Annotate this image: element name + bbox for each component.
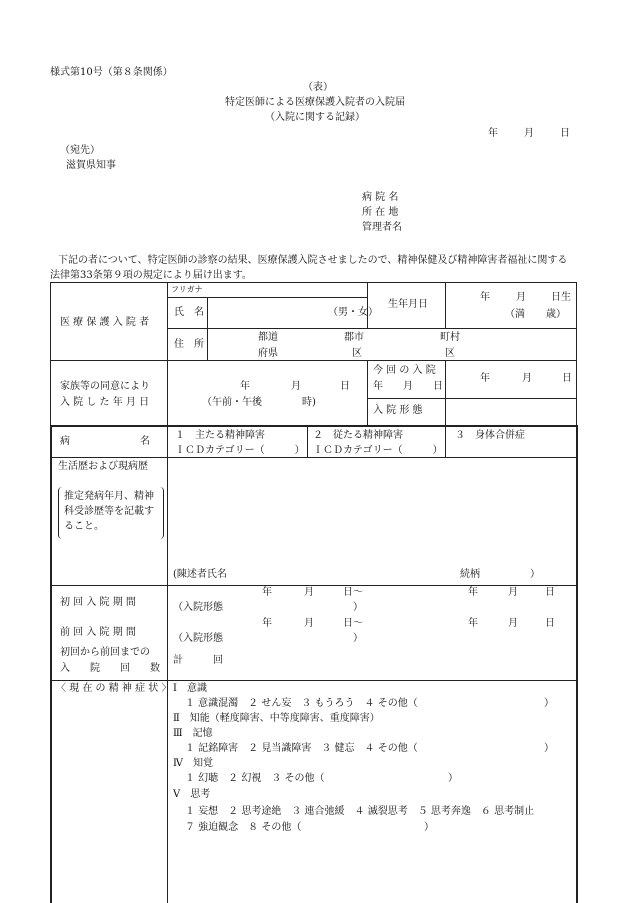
furigana-label: フリガナ [171,285,203,294]
admission-form-label: 入 院 形 態 [373,405,423,416]
date-month: 月 [524,128,534,139]
disease-body: ３ 身体合併症 [455,430,525,441]
first-to-year: 年 [468,587,478,598]
admission-day: 日 [340,381,350,392]
prev-to-month: 月 [508,618,518,629]
narrator-label: (陳述者氏名 [173,569,227,580]
current-label-1: 今 回 の 入 院 [373,365,436,376]
current-month: 月 [522,373,532,384]
date-day: 日 [560,128,570,139]
current-label-2: 年 月 日 [373,381,443,392]
symptom-iv-close: ） [448,773,458,784]
disease-label: 病 名 [60,436,150,447]
form-subtitle: （入院に関する記録） [265,112,365,123]
current-year: 年 [480,373,490,384]
hospital-name-label: 病 院 名 [362,192,399,203]
patient-section-label: 医 療 保 護 入 院 者 [60,317,150,328]
count-total: 計 回 [173,655,223,666]
first-from-day: 日～ [343,587,363,598]
prev-to-year: 年 [468,618,478,629]
intro-line-2: 法律第33条第９項の規定により届け出ます。 [50,270,252,281]
first-admission-label: 初 回 入 院 期 間 [60,597,136,608]
birth-label: 生年月日 [388,299,428,310]
count-label-2: 入 院 回 数 [60,663,160,674]
admission-month: 月 [291,381,301,392]
admission-label-2: 入 院 し た 年 月 日 [60,397,150,408]
first-to-month: 月 [508,587,518,598]
first-form: （入院形態 ） [173,602,363,613]
sex-label: （男・女） [328,307,378,318]
symptom-iii-items: １ 記銘障害 ２ 見当識障害 ３ 健忘 ４ その他（ [185,743,418,754]
prev-form: （入院形態 ） [173,633,363,644]
admission-label-1: 家族等の同意により [60,381,150,392]
front-mark: （表） [303,82,333,93]
name-label: 氏 名 [174,307,204,318]
disease-main-icd: ＩＣＤカテゴリー（ ） [175,445,305,456]
disease-main: １ 主たる精神障害 [175,430,265,441]
disease-sub-icd: ＩＣＤカテゴリー（ ） [313,445,443,456]
intro-line-1: 下記の者について、特定医師の診察の結果、医療保護入院させましたので、精神保健及び精神障害者福祉に関する [58,255,568,266]
first-to-day: 日 [545,587,555,598]
birth-month: 月 [516,292,526,303]
addressee: 滋賀県知事 [66,160,116,171]
symptom-v-items-2: ７ 強迫観念 ８ その他（ [185,822,302,833]
symptom-iii-close: ） [544,743,554,754]
age-unit: 歳） [546,309,566,320]
prev-to-day: 日 [545,618,555,629]
prev-admission-label: 前 回 入 院 期 間 [60,627,136,638]
first-from-year: 年 [262,587,272,598]
form-title: 特定医師による医療保護入院者の入院届 [225,97,405,108]
symptom-v-items-1: １ 妄想 ２ 思考途絶 ３ 連合弛緩 ４ 滅裂思考 ５ 思考奔逸 ６ 思考制止 [185,806,535,817]
history-note-3: ること。 [64,521,104,532]
prev-from-month: 月 [304,618,314,629]
pref-upper: 都道 [258,332,278,343]
date-year: 年 [488,128,498,139]
symptom-i-title: Ⅰ 意識 [173,683,207,694]
symptom-i-items: １ 意識混濁 ２ せん妄 ３ もうろう ４ その他（ [185,698,418,709]
addressee-label: （宛先） [60,145,100,156]
history-note-1: 推定発病年月、精神 [64,491,154,502]
current-day: 日 [562,373,572,384]
symptom-v-close: ） [424,822,434,833]
city-lower: 区 [352,348,362,359]
prev-from-year: 年 [262,618,272,629]
disease-sub: ２ 従たる精神障害 [313,430,403,441]
prev-from-day: 日～ [343,618,363,629]
symptom-iv-items: １ 幻聴 ２ 幻視 ３ その他（ [185,773,325,784]
hospital-location-label: 所 在 地 [362,207,399,218]
town-upper: 町村 [440,332,460,343]
symptom-v-title: Ⅴ 思考 [173,789,211,800]
pref-lower: 府県 [258,348,278,359]
history-label: 生活歴および現病歴 [58,461,148,472]
first-from-month: 月 [304,587,314,598]
symptoms-label: 〈 現 在 の 精 神 症 状 〉 [56,683,172,694]
birth-year: 年 [480,292,490,303]
symptom-iii-title: Ⅲ 記憶 [173,728,213,739]
history-note-2: 科受診歴等を記載す [64,506,154,517]
hospital-admin-label: 管理者名 [362,222,402,233]
address-label: 住 所 [174,339,204,350]
symptom-i-close: ） [544,698,554,709]
age-label: （満 [505,309,525,320]
admission-time: （午前・午後 時) [202,397,316,408]
count-label-1: 初回から前回までの [60,647,150,658]
history-text-area[interactable] [168,458,576,568]
relation-label: 続柄 ） [460,569,540,580]
form-number: 様式第10号（第８条関係） [50,67,173,78]
symptom-ii-title: Ⅱ 知能（軽度障害、中等度障害、重度障害） [173,713,380,724]
birth-day: 日生 [551,292,571,303]
city-upper: 郡市 [344,332,364,343]
admission-year: 年 [240,381,250,392]
town-lower: 区 [445,348,455,359]
symptom-iv-title: Ⅳ 知覚 [173,758,213,769]
